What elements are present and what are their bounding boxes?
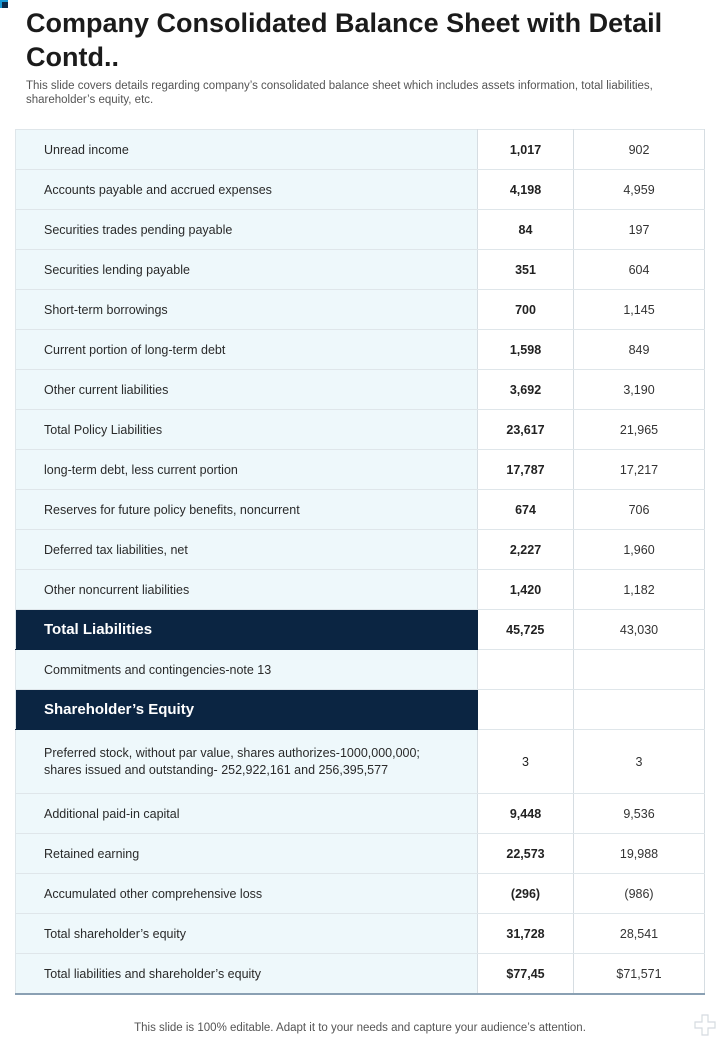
row-label: Total shareholder’s equity <box>16 914 478 954</box>
row-label-line-1: Preferred stock, without par value, shares authorizes-1000,000,000; <box>44 745 420 760</box>
section-header-shareholders-equity: Shareholder’s Equity <box>16 690 478 730</box>
row-value-prior: 197 <box>574 210 705 250</box>
row-value-prior: (986) <box>574 874 705 914</box>
row-value-prior: $71,571 <box>574 954 705 995</box>
row-label: Retained earning <box>16 834 478 874</box>
corner-logo-mark <box>0 0 9 9</box>
table-row <box>16 210 705 250</box>
row-value-current: 3,692 <box>478 370 574 410</box>
table-row <box>16 954 705 995</box>
row-value-current <box>478 650 574 690</box>
page-title: Company Consolidated Balance Sheet with Detail Contd.. <box>26 8 663 72</box>
table-row <box>16 914 705 954</box>
row-value-current: 3 <box>478 730 574 794</box>
row-value-prior: 4,959 <box>574 170 705 210</box>
row-value-current: 9,448 <box>478 794 574 834</box>
row-label: Reserves for future policy benefits, noncurrent <box>16 490 478 530</box>
row-label: long-term debt, less current portion <box>16 450 478 490</box>
row-value-current: 45,725 <box>478 610 574 650</box>
section-row-shareholders-equity <box>16 690 705 730</box>
row-label: Total liabilities and shareholder’s equity <box>16 954 478 995</box>
table-row <box>16 570 705 610</box>
plus-icon <box>694 1014 716 1036</box>
row-value-prior: 19,988 <box>574 834 705 874</box>
row-value-current: 84 <box>478 210 574 250</box>
row-value-prior: 9,536 <box>574 794 705 834</box>
row-value-current: 700 <box>478 290 574 330</box>
row-label: Additional paid-in capital <box>16 794 478 834</box>
row-value-current: 1,598 <box>478 330 574 370</box>
row-label: Accumulated other comprehensive loss <box>16 874 478 914</box>
row-value-prior: 3,190 <box>574 370 705 410</box>
row-value-current: $77,45 <box>478 954 574 995</box>
footer-note: This slide is 100% editable. Adapt it to your needs and capture your audience’s attention. <box>134 1022 586 1034</box>
row-label: Current portion of long-term debt <box>16 330 478 370</box>
table-row <box>16 170 705 210</box>
table-row <box>16 874 705 914</box>
row-label: Short-term borrowings <box>16 290 478 330</box>
row-value-prior: 43,030 <box>574 610 705 650</box>
row-label: Accounts payable and accrued expenses <box>16 170 478 210</box>
row-label: Other current liabilities <box>16 370 478 410</box>
row-value-prior <box>574 650 705 690</box>
row-value-current: 351 <box>478 250 574 290</box>
row-label: Other noncurrent liabilities <box>16 570 478 610</box>
row-label-line-2: shares issued and outstanding- 252,922,161 and 256,395,577 <box>44 762 389 777</box>
table-row <box>16 370 705 410</box>
table-row <box>16 730 705 794</box>
row-value-prior: 3 <box>574 730 705 794</box>
row-value-current: 17,787 <box>478 450 574 490</box>
row-value-prior: 604 <box>574 250 705 290</box>
row-value-current: 1,420 <box>478 570 574 610</box>
table-row <box>16 410 705 450</box>
row-label: Securities trades pending payable <box>16 210 478 250</box>
row-value-prior: 17,217 <box>574 450 705 490</box>
row-value-current: 23,617 <box>478 410 574 450</box>
table-row <box>16 130 705 170</box>
row-label <box>16 730 478 794</box>
row-value-prior: 902 <box>574 130 705 170</box>
row-value-prior: 21,965 <box>574 410 705 450</box>
row-value-prior: 706 <box>574 490 705 530</box>
row-value-current: 4,198 <box>478 170 574 210</box>
table-row <box>16 530 705 570</box>
row-value-prior: 1,182 <box>574 570 705 610</box>
row-label: Deferred tax liabilities, net <box>16 530 478 570</box>
row-label: Commitments and contingencies-note 13 <box>16 650 478 690</box>
row-value-prior: 28,541 <box>574 914 705 954</box>
table-row <box>16 250 705 290</box>
section-header-total-liabilities: Total Liabilities <box>16 610 478 650</box>
table-row <box>16 330 705 370</box>
row-label: Securities lending payable <box>16 250 478 290</box>
page-subtitle: This slide covers details regarding company’s consolidated balance sheet which includes assets information, total liabilities, shareholder’s equity, etc. <box>26 80 653 106</box>
row-value-current <box>478 690 574 730</box>
row-value-prior: 849 <box>574 330 705 370</box>
row-value-current: (296) <box>478 874 574 914</box>
row-value-prior: 1,960 <box>574 530 705 570</box>
row-label: Unread income <box>16 130 478 170</box>
table-row <box>16 490 705 530</box>
row-value-current: 2,227 <box>478 530 574 570</box>
row-value-current: 674 <box>478 490 574 530</box>
balance-sheet-table <box>15 129 705 995</box>
table-row <box>16 794 705 834</box>
row-value-current: 1,017 <box>478 130 574 170</box>
table-row <box>16 450 705 490</box>
section-row-total-liabilities <box>16 610 705 650</box>
row-value-current: 22,573 <box>478 834 574 874</box>
table-row <box>16 834 705 874</box>
row-value-current: 31,728 <box>478 914 574 954</box>
table-row <box>16 290 705 330</box>
table-row <box>16 650 705 690</box>
row-value-prior: 1,145 <box>574 290 705 330</box>
row-value-prior <box>574 690 705 730</box>
row-label: Total Policy Liabilities <box>16 410 478 450</box>
